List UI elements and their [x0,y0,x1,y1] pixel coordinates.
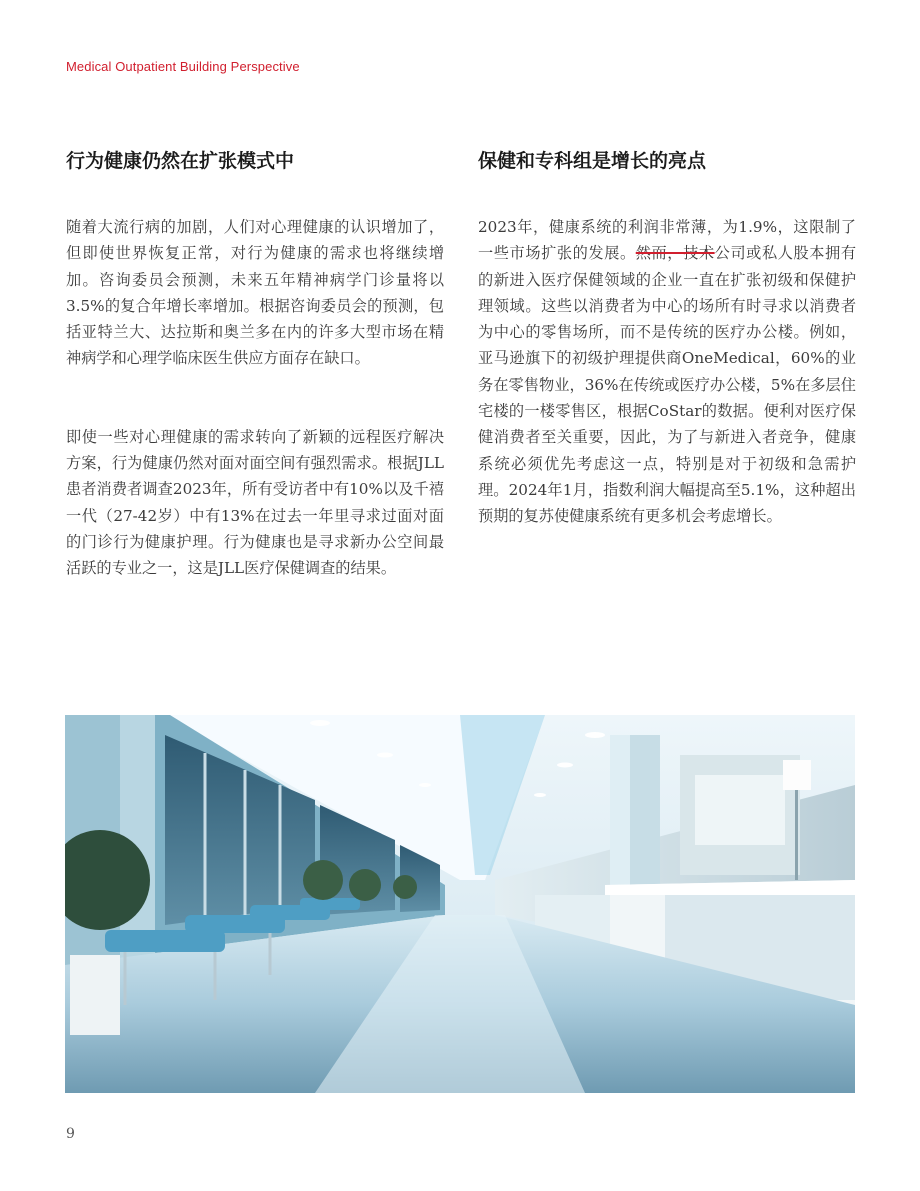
hospital-lobby-photo [65,715,855,1093]
body-paragraph [478,214,856,530]
struck-text: 然而，技术 [635,244,715,263]
left-column [66,148,444,582]
text-span: 公司或私人股本拥有的新进入医疗保健领域的企业一直在扩张初级和保健护理领域。这些以消费者为中心的场所有时寻求以消费者为中心的零售场所，而不是传统的医疗办公楼。例如，亚马逊旗下的初级护理提供商OneMedical，60%的业务在零售物业，36%在传统或医疗办公楼，5%在多层住宅楼的一楼零售区，根据CoStar的数据。便利对医疗保健消费者至关重要，因此，为了与新进入者竞争，健康系统必须优先考虑这一点，特别是对于初级和急需护理。2024年1月，指数利润大幅提高至5.1%，这种超出预期的复苏使健康系统有更多机会考虑增长。 [478,244,857,526]
running-header: Medical Outpatient Building Perspective [66,59,300,74]
page-number: 9 [66,1126,75,1142]
section-heading: 保健和专科组是增长的亮点 [478,150,707,172]
body-paragraph: 即使一些对心理健康的需求转向了新颖的远程医疗解决方案，行为健康仍然对面对面空间有强烈需求。根据JLL患者消费者调查2023年，所有受访者中有10%以及千禧一代（27-42岁）中有13%在过去一年里寻求过面对面的门诊行为健康护理。行为健康也是寻求新办公空间最活跃的专业之一，这是JLL医疗保健调查的结果。 [66,427,444,578]
text-span: 2023年，健康系统的利润非常薄，为1.9%，这限制了一些市场扩张的发展。 [478,218,856,263]
paragraph-gap [66,372,444,424]
body-paragraph: 随着大流行病的加剧，人们对心理健康的认识增加了，但即使世界恢复正常，对行为健康的需求也将继续增加。咨询委员会预测，未来五年精神病学门诊量将以3.5%的复合年增长率增加。根据咨询委员会的预测，包括亚特兰大、达拉斯和奥兰多在内的许多大型市场在精神病学和心理学临床医生供应方面存在缺口。 [66,218,444,368]
right-column [478,148,856,530]
section-heading: 行为健康仍然在扩张模式中 [66,150,295,172]
